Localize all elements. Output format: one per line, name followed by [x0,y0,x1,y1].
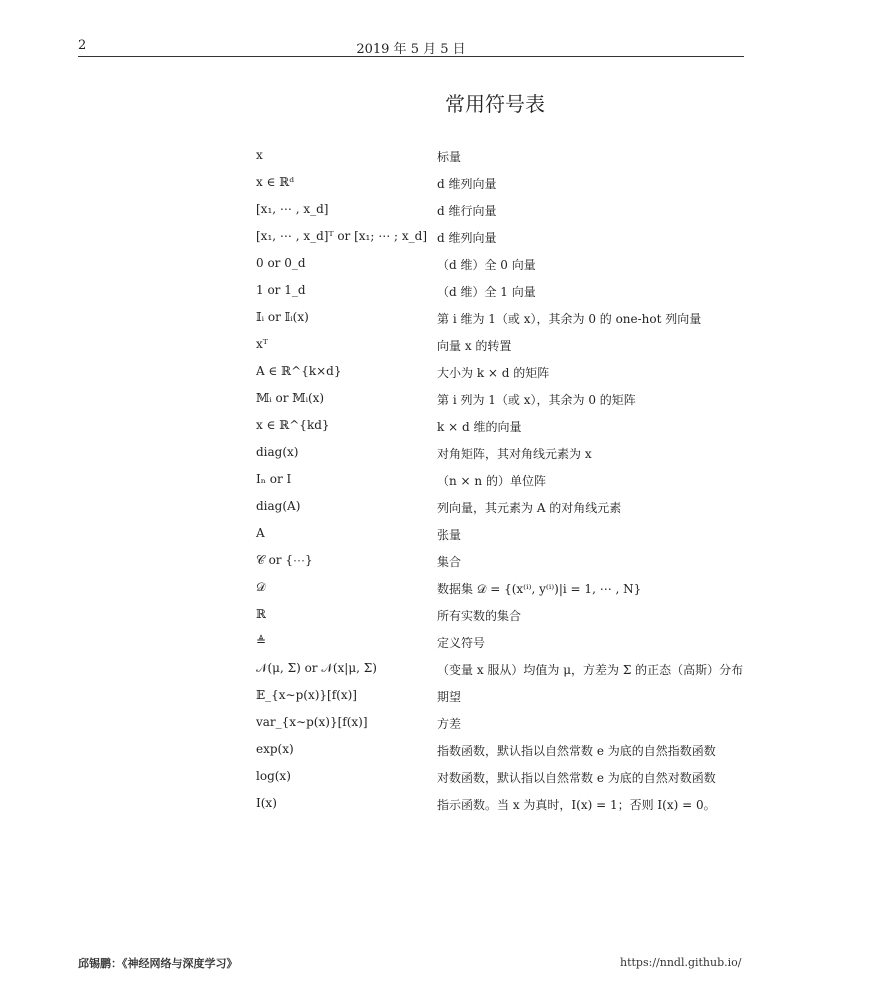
symbol-notation: [x₁, ⋯ , x_d]ᵀ or [x₁; ⋯ ; x_d] [256,229,428,243]
symbol-meaning: 所有实数的集合 [437,609,522,623]
symbol-notation: 𝕀ᵢ or 𝕀ᵢ(x) [256,310,309,324]
symbol-meaning: k × d 维的向量 [437,420,522,434]
symbol-meaning: 第 i 列为 1（或 x），其余为 0 的矩阵 [437,393,636,407]
symbol-meaning: d 维列向量 [437,231,497,245]
page-header [78,36,744,57]
footer-book-title: 邱锡鹏：《神经网络与深度学习》 [78,957,238,970]
symbol-notation: A [256,526,265,540]
symbol-notation: var_{x∼p(x)}[f(x)] [256,715,368,729]
symbol-meaning: d 维行向量 [437,204,497,218]
symbol-notation: Iₙ or I [256,472,292,486]
page-title: 常用符号表 [445,92,545,116]
symbol-notation: diag(A) [256,499,301,513]
footer-url[interactable]: https://nndl.github.io/ [620,956,742,969]
symbol-notation: log(x) [256,769,291,783]
symbol-meaning: 标量 [437,150,462,164]
symbol-notation: 𝒞 or {⋯} [256,553,313,567]
symbol-notation: 0 or 0_d [256,256,306,270]
symbol-meaning: （变量 x 服从）均值为 μ，方差为 Σ 的正态（高斯）分布 [437,663,744,677]
symbol-meaning: 方差 [437,717,462,731]
symbol-meaning: 列向量，其元素为 A 的对角线元素 [437,501,622,515]
symbol-notation: 𝒩(μ, Σ) or 𝒩(x|μ, Σ) [256,661,377,675]
symbol-meaning: d 维列向量 [437,177,497,191]
symbol-notation: I(x) [256,796,277,810]
symbol-notation: diag(x) [256,445,299,459]
symbol-notation: 𝔼_{x∼p(x)}[f(x)] [256,688,357,702]
symbol-notation: x [256,148,263,162]
symbol-meaning: （d 维）全 1 向量 [437,285,536,299]
symbol-notation: xᵀ [256,337,268,351]
symbol-notation: [x₁, ⋯ , x_d] [256,202,329,216]
symbol-meaning: 对角矩阵，其对角线元素为 x [437,447,592,461]
symbol-meaning: 数据集 𝒟 = {(x⁽ⁱ⁾, y⁽ⁱ⁾)|i = 1, ⋯ , N} [437,582,642,596]
symbol-notation: x ∈ ℝᵈ [256,175,295,189]
symbol-notation: ≜ [256,634,267,648]
symbol-meaning: 大小为 k × d 的矩阵 [437,366,550,380]
symbol-notation: 1 or 1_d [256,283,306,297]
symbol-meaning: （n × n 的）单位阵 [437,474,546,488]
symbol-meaning: 指示函数。当 x 为真时，I(x) = 1；否则 I(x) = 0。 [437,798,716,812]
symbol-meaning: （d 维）全 0 向量 [437,258,536,272]
symbol-meaning: 定义符号 [437,636,486,650]
symbol-notation: exp(x) [256,742,294,756]
symbol-notation: x ∈ ℝ^{kd} [256,418,330,432]
symbol-meaning: 第 i 维为 1（或 x），其余为 0 的 one-hot 列向量 [437,312,702,326]
page-number: 2 [78,38,87,53]
symbol-notation: ℝ [256,607,266,621]
symbol-meaning: 张量 [437,528,462,542]
symbol-meaning: 向量 x 的转置 [437,339,512,353]
symbol-meaning: 对数函数，默认指以自然常数 e 为底的自然对数函数 [437,771,716,785]
symbol-notation: 𝒟 [256,580,266,594]
symbol-meaning: 期望 [437,690,462,704]
header-date: 2019 年 5 月 5 日 [356,42,466,57]
symbol-notation: A ∈ ℝ^{k×d} [256,364,342,378]
symbol-notation: 𝕄ᵢ or 𝕄ᵢ(x) [256,391,325,405]
symbol-meaning: 集合 [437,555,462,569]
symbol-meaning: 指数函数，默认指以自然常数 e 为底的自然指数函数 [437,744,716,758]
